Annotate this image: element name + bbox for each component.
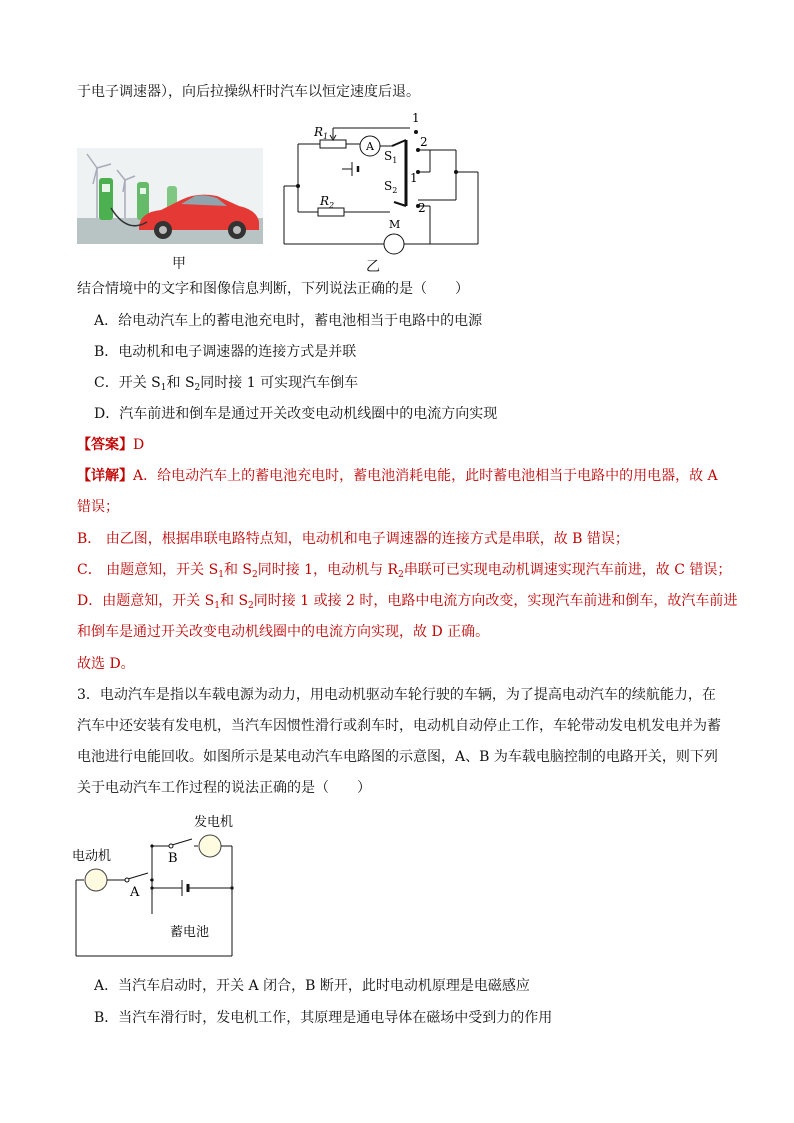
q3-stem-line3: 电池进行电能回收。如图所示是某电动汽车电路图的示意图，A、B 为车载电脑控制的电路开关，则下列 <box>77 749 718 765</box>
label-ammeter: A <box>366 140 374 153</box>
switch-s2 <box>394 202 406 206</box>
label-generator: 发电机 <box>194 815 234 830</box>
terminal-2-top: 2 <box>420 135 428 149</box>
figure-caption-jia: 甲 <box>172 256 186 272</box>
terminal-1-top: 1 <box>412 111 420 125</box>
circuit-diagram-yi <box>280 110 480 260</box>
q2-detail-a: 【详解】A．给电动汽车上的蓄电池充电时，蓄电池消耗电能，此时蓄电池相当于电路中的用电器，故 A <box>77 468 718 484</box>
motor-icon <box>85 869 107 891</box>
q2-detail-b: B． 由乙图，根据串联电路特点知，电动机和电子调速器的连接方式是串联，故 B 错误； <box>77 531 629 547</box>
q3-option-a: A．当汽车启动时，开关 A 闭合，B 断开，此时电动机原理是电磁感应 <box>94 978 530 994</box>
q3-option-b: B．当汽车滑行时，发电机工作，其原理是通电导体在磁场中受到力的作用 <box>94 1010 553 1026</box>
q2-answer: 【答案】D <box>77 437 145 453</box>
q3-stem-line1: 3．电动汽车是指以车载电源为动力，用电动机驱动车轮行驶的车辆，为了提高电动汽车的续航能力，在 <box>77 687 716 703</box>
q3-stem-line4: 关于电动汽车工作过程的说法正确的是（ ） <box>77 780 371 796</box>
label-switch-a: A <box>130 885 140 900</box>
switch-a <box>128 873 148 879</box>
terminal-1-mid: 1 <box>410 171 418 185</box>
q2-option-d: D．汽车前进和倒车是通过开关改变电动机线圈中的电流方向实现 <box>94 406 498 422</box>
resistor-r1-icon <box>320 140 346 148</box>
q2-option-b: B．电动机和电子调速器的连接方式是并联 <box>94 344 357 360</box>
q2-detail-d: D．由题意知，开关 $S_1$和 $S_2$同时接 1 或接 2 时，电路中电流方向改变，实现汽车前进和倒车，故汽车前进 <box>77 593 738 611</box>
q2-option-a: A．给电动汽车上的蓄电池充电时，蓄电池相当于电路中的电源 <box>94 313 483 329</box>
terminal-2-bottom: 2 <box>418 201 426 215</box>
label-s1: $S_1$ <box>384 149 398 165</box>
label-r2: $R_2$ <box>320 194 335 210</box>
q2-stem: 结合情境中的文字和图像信息判断，下列说法正确的是（ ） <box>77 281 469 297</box>
label-s2: $S_2$ <box>384 179 398 195</box>
switch-b <box>172 839 192 845</box>
label-r1: $R_1$ <box>314 125 329 141</box>
car-charging-illustration <box>77 148 263 244</box>
motor-icon <box>384 234 404 254</box>
figure-caption-yi: 乙 <box>366 259 380 275</box>
label-switch-b: B <box>168 851 178 866</box>
q2-detail-d-cont: 和倒车是通过开关改变电动机线圈中的电流方向实现，故 D 正确。 <box>77 624 490 640</box>
q2-conclusion: 故选 D。 <box>77 656 135 672</box>
label-motor: 电动机 <box>72 849 112 864</box>
q3-circuit-diagram <box>72 808 242 962</box>
generator-icon <box>199 835 221 857</box>
switch-s1 <box>392 140 406 146</box>
top-line: 于电子调速器），向后拉操纵杆时汽车以恒定速度后退。 <box>77 84 420 100</box>
label-motor: M <box>389 218 401 231</box>
q2-detail-c: C． 由题意知，开关 $S_1$和 $S_2$同时接 1，电动机与 $R_2$串联可已实现电动机调速实现汽车前进，故 C 错误； <box>77 562 732 580</box>
q2-detail-a-cont: 错误； <box>77 499 119 515</box>
q2-option-c: C．开关 $S_1$和 $S_2$同时接 1 可实现汽车倒车 <box>94 375 359 393</box>
label-battery: 蓄电池 <box>170 925 210 940</box>
q3-stem-line2: 汽车中还安装有发电机，当汽车因惯性滑行或刹车时，电动机自动停止工作，车轮带动发电机发电并为蓄 <box>77 718 721 734</box>
